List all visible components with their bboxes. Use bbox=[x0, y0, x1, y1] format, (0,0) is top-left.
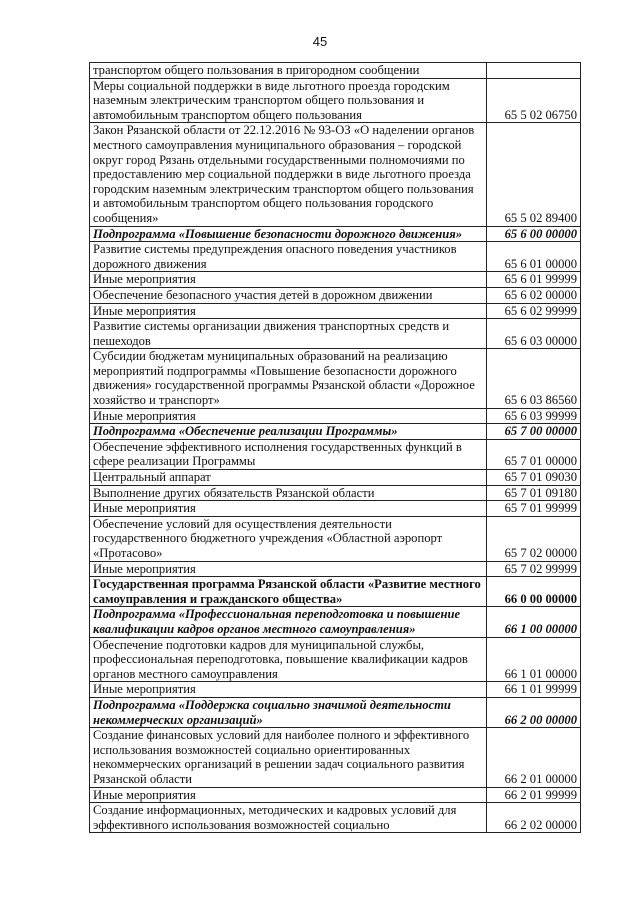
row-name: Подпрограмма «Обеспечение реализации Программы» bbox=[90, 424, 487, 440]
row-code: 66 2 00 00000 bbox=[487, 697, 581, 727]
row-code: 66 1 01 00000 bbox=[487, 637, 581, 682]
row-name: Выполнение других обязательств Рязанской области bbox=[90, 485, 487, 501]
row-code: 65 7 00 00000 bbox=[487, 424, 581, 440]
row-code: 65 7 02 00000 bbox=[487, 516, 581, 561]
row-code: 65 7 01 09030 bbox=[487, 470, 581, 486]
table-row bbox=[90, 516, 581, 561]
row-code: 66 2 02 00000 bbox=[487, 803, 581, 833]
row-code: 65 5 02 89400 bbox=[487, 123, 581, 226]
row-name: Иные мероприятия bbox=[90, 501, 487, 517]
row-name: Меры социальной поддержки в виде льготного проезда городским наземным электрическим транспортом общего пользования и автомобильным транспортом общего пользования bbox=[90, 78, 487, 123]
row-code: 65 7 01 00000 bbox=[487, 439, 581, 469]
table-row bbox=[90, 63, 581, 79]
row-name: Развитие системы предупреждения опасного поведения участников дорожного движения bbox=[90, 242, 487, 272]
row-name: Иные мероприятия bbox=[90, 303, 487, 319]
row-name: Иные мероприятия bbox=[90, 682, 487, 698]
table-row bbox=[90, 123, 581, 226]
row-code: 66 1 01 99999 bbox=[487, 682, 581, 698]
row-name: Подпрограмма «Поддержка социально значимой деятельности некоммерческих организаций» bbox=[90, 697, 487, 727]
subprogram-row bbox=[90, 697, 581, 727]
row-name: Субсидии бюджетам муниципальных образований на реализацию мероприятий подпрограммы «Повышение безопасности дорожного движения» государственной программы Рязанской области «Дорожное хозяйство и транспорт» bbox=[90, 349, 487, 408]
row-name: Государственная программа Рязанской области «Развитие местного самоуправления и гражданского общества» bbox=[90, 577, 487, 607]
table-row bbox=[90, 408, 581, 424]
table-row bbox=[90, 78, 581, 123]
row-name: Иные мероприятия bbox=[90, 787, 487, 803]
row-code: 65 6 00 00000 bbox=[487, 226, 581, 242]
row-name: Иные мероприятия bbox=[90, 408, 487, 424]
table-row bbox=[90, 439, 581, 469]
table-row bbox=[90, 303, 581, 319]
row-code: 65 6 02 00000 bbox=[487, 287, 581, 303]
row-name: Создание информационных, методических и кадровых условий для эффективного использования возможностей социально bbox=[90, 803, 487, 833]
table-row bbox=[90, 287, 581, 303]
row-code: 66 2 01 99999 bbox=[487, 787, 581, 803]
table-row bbox=[90, 319, 581, 349]
table-row bbox=[90, 485, 581, 501]
budget-classification-table bbox=[89, 62, 581, 833]
row-name: Подпрограмма «Профессиональная переподготовка и повышение квалификации кадров органов местного самоуправления» bbox=[90, 607, 487, 637]
row-code bbox=[487, 63, 581, 79]
table-row bbox=[90, 349, 581, 408]
row-code: 66 0 00 00000 bbox=[487, 577, 581, 607]
row-name: Иные мероприятия bbox=[90, 272, 487, 288]
program-row bbox=[90, 577, 581, 607]
row-code: 66 1 00 00000 bbox=[487, 607, 581, 637]
row-code: 65 7 01 99999 bbox=[487, 501, 581, 517]
row-code: 65 5 02 06750 bbox=[487, 78, 581, 123]
table-row bbox=[90, 561, 581, 577]
subprogram-row bbox=[90, 424, 581, 440]
subprogram-row bbox=[90, 607, 581, 637]
table-row bbox=[90, 637, 581, 682]
row-code: 65 7 02 99999 bbox=[487, 561, 581, 577]
row-code: 65 6 02 99999 bbox=[487, 303, 581, 319]
row-code: 65 7 01 09180 bbox=[487, 485, 581, 501]
row-name: транспортом общего пользования в пригородном сообщении bbox=[90, 63, 487, 79]
row-name: Создание финансовых условий для наиболее полного и эффективного использования возможностей социально ориентированных некоммерческих организаций в решении задач социального развития Рязанской области bbox=[90, 728, 487, 787]
row-code: 66 2 01 00000 bbox=[487, 728, 581, 787]
row-code: 65 6 01 00000 bbox=[487, 242, 581, 272]
row-name: Иные мероприятия bbox=[90, 561, 487, 577]
table-row bbox=[90, 242, 581, 272]
subprogram-row bbox=[90, 226, 581, 242]
row-name: Обеспечение подготовки кадров для муниципальной службы, профессиональная переподготовка, повышение квалификации кадров органов местного самоуправления bbox=[90, 637, 487, 682]
table-row bbox=[90, 787, 581, 803]
row-name: Развитие системы организации движения транспортных средств и пешеходов bbox=[90, 319, 487, 349]
row-code: 65 6 03 99999 bbox=[487, 408, 581, 424]
table-row bbox=[90, 501, 581, 517]
row-name: Подпрограмма «Повышение безопасности дорожного движения» bbox=[90, 226, 487, 242]
table-row bbox=[90, 682, 581, 698]
row-name: Обеспечение эффективного исполнения государственных функций в сфере реализации Программы bbox=[90, 439, 487, 469]
row-name: Центральный аппарат bbox=[90, 470, 487, 486]
row-code: 65 6 03 86560 bbox=[487, 349, 581, 408]
row-code: 65 6 01 99999 bbox=[487, 272, 581, 288]
row-name: Закон Рязанской области от 22.12.2016 № 93-ОЗ «О наделении органов местного самоуправления муниципального образования – городской округ город Рязань отдельными государственными полномочиями по предоставлению мер социальной поддержки в виде льготного проезда городским наземным электрическим транспортом общего пользования и автомобильным транспортом общего пользования городского сообщения» bbox=[90, 123, 487, 226]
page-number: 45 bbox=[312, 34, 328, 49]
table-row bbox=[90, 803, 581, 833]
table-row bbox=[90, 470, 581, 486]
table-row bbox=[90, 272, 581, 288]
row-code: 65 6 03 00000 bbox=[487, 319, 581, 349]
table-row bbox=[90, 728, 581, 787]
row-name: Обеспечение условий для осуществления деятельности государственного бюджетного учреждения «Областной аэропорт «Протасово» bbox=[90, 516, 487, 561]
row-name: Обеспечение безопасного участия детей в дорожном движении bbox=[90, 287, 487, 303]
